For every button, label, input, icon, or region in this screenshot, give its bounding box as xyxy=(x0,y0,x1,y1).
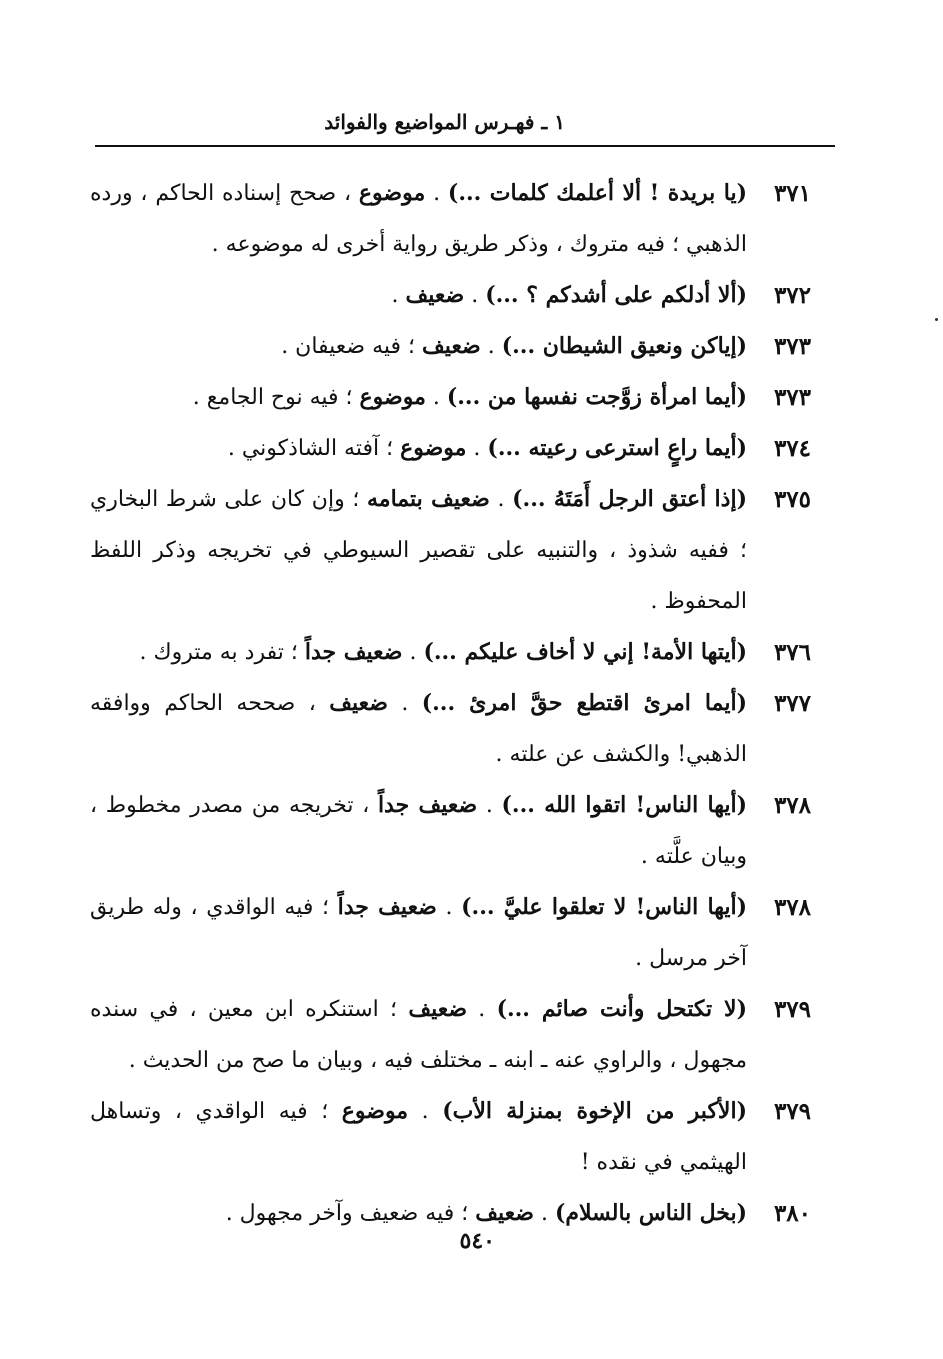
entry-note: ؛ فيه ضعيفان . xyxy=(281,334,416,359)
entry-note: ؛ فيه ضعيف وآخر مجهول . xyxy=(225,1201,469,1226)
hadith-grade: ضعيف xyxy=(329,690,388,716)
hadith-text: (أيما امرأة زوَّجت نفسها من ...) xyxy=(446,384,747,410)
hadith-grade: موضوع xyxy=(341,1098,409,1124)
hadith-grade: موضوع xyxy=(358,180,426,206)
entry-number: ٣٧٣ xyxy=(773,333,811,360)
hadith-grade: ضعيف xyxy=(475,1200,534,1226)
hadith-text: (لا تكتحل وأنت صائم ...) xyxy=(496,996,747,1022)
entry-number: ٣٧٨ xyxy=(773,894,811,921)
index-entry: ٣٧٣ (أيما امرأة زوَّجت نفسها من ...) . موضوع ؛ فيه نوح الجامع . xyxy=(90,372,835,423)
entry-number: ٣٧٤ xyxy=(773,435,811,462)
hadith-grade: ضعيف xyxy=(405,282,465,308)
hadith-text: (ألا أدلكم على أشدكم ؟ ...) xyxy=(485,282,747,308)
entry-number: ٣٧٩ xyxy=(773,1098,811,1125)
entry-number: ٣٧٣ xyxy=(773,384,811,411)
hadith-grade: ضعيف xyxy=(422,333,481,359)
index-entry: ٣٧٧ (أيما امرئ اقتطع حقَّ امرئ ...) . ضعيف ، صححه الحاكم ووافقه الذهبي! والكشف عن علته . xyxy=(90,678,835,780)
hadith-text: (الأكبر من الإخوة بمنزلة الأب) xyxy=(442,1098,747,1124)
entry-note: ؛ فيه الواقدي ، وله طريق آخر مرسل . xyxy=(90,895,747,971)
entry-note: ؛ وإن كان على شرط البخاري ؛ ففيه شذوذ ، والتنبيه على تقصير السيوطي في تخريجه وذكر اللفظ المحفوظ . xyxy=(90,487,747,614)
entry-note: ، صححه الحاكم ووافقه الذهبي! والكشف عن علته . xyxy=(90,691,747,767)
entry-note: . xyxy=(391,283,399,308)
entry-note: ؛ تفرد به متروك . xyxy=(139,640,298,665)
entry-number: ٣٧٦ xyxy=(773,639,811,666)
entry-number: ٣٧١ xyxy=(773,180,811,207)
entry-number: ٣٨٠ xyxy=(773,1200,811,1227)
header-divider xyxy=(95,145,835,147)
hadith-text: (يا بريدة ! ألا أعلمك كلمات ...) xyxy=(447,180,747,206)
hadith-text: (إياكن ونعيق الشيطان ...) xyxy=(501,333,747,359)
index-entry: ٣٧٥ (إذا أعتق الرجل أَمَتَهُ ...) . ضعيف بتمامه ؛ وإن كان على شرط البخاري ؛ ففيه شذوذ ، والتنبيه على تقصير السيوطي في تخريجه وذكر اللفظ المحفوظ . xyxy=(90,474,835,627)
entry-note: ؛ آفته الشاذكوني . xyxy=(227,436,394,461)
entry-number: ٣٧٥ xyxy=(773,486,811,513)
book-page xyxy=(80,100,835,1290)
index-entry: ٣٧١ (يا بريدة ! ألا أعلمك كلمات ...) . موضوع ، صحح إسناده الحاكم ، ورده الذهبي ؛ فيه متروك ، وذكر طريق رواية أخرى له موضوعه . xyxy=(90,168,835,270)
hadith-text: (أيتها الأمة! إني لا أخاف عليكم ...) xyxy=(423,639,747,665)
entry-note: ؛ فيه نوح الجامع . xyxy=(192,385,353,410)
index-entry: ٣٧٣ (إياكن ونعيق الشيطان ...) . ضعيف ؛ فيه ضعيفان . xyxy=(90,321,835,372)
index-entry: ٣٨٠ (بخل الناس بالسلام) . ضعيف ؛ فيه ضعيف وآخر مجهول . xyxy=(90,1188,835,1239)
entry-number: ٣٧٩ xyxy=(773,996,811,1023)
index-entry: ٣٧٨ (أيها الناس! اتقوا الله ...) . ضعيف جداً ، تخريجه من مصدر مخطوط ، وبيان علَّته . xyxy=(90,780,835,882)
entry-number: ٣٧٢ xyxy=(773,282,811,309)
index-entry: ٣٧٢ (ألا أدلكم على أشدكم ؟ ...) . ضعيف . xyxy=(90,270,835,321)
entry-note: ، صحح إسناده الحاكم ، ورده الذهبي ؛ فيه متروك ، وذكر طريق رواية أخرى له موضوعه . xyxy=(90,181,747,257)
index-entries xyxy=(90,168,835,1239)
hadith-grade: ضعيف جداً xyxy=(337,894,437,920)
hadith-grade: موضوع xyxy=(400,435,467,461)
hadith-grade: موضوع xyxy=(359,384,426,410)
index-entry: ٣٧٩ (الأكبر من الإخوة بمنزلة الأب) . موضوع ؛ فيه الواقدي ، وتساهل الهيثمي في نقده ! xyxy=(90,1086,835,1188)
scan-speck xyxy=(935,318,938,321)
hadith-text: (أيها الناس! لا تعلقوا عليَّ ...) xyxy=(461,894,748,920)
hadith-grade: ضعيف جداً xyxy=(304,639,403,665)
hadith-text: (أيما راعٍ استرعى رعيته ...) xyxy=(487,435,747,461)
hadith-text: (أيما امرئ اقتطع حقَّ امرئ ...) xyxy=(421,690,747,716)
entry-note: ، تخريجه من مصدر مخطوط ، وبيان علَّته . xyxy=(90,793,747,869)
index-entry: ٣٧٦ (أيتها الأمة! إني لا أخاف عليكم ...) . ضعيف جداً ؛ تفرد به متروك . xyxy=(90,627,835,678)
index-entry: ٣٧٤ (أيما راعٍ استرعى رعيته ...) . موضوع ؛ آفته الشاذكوني . xyxy=(90,423,835,474)
page-number: ٥٤٠ xyxy=(459,1228,495,1254)
entry-number: ٣٧٨ xyxy=(773,792,811,819)
page-header-title: ١ ـ فهـرس المواضيع والفوائد xyxy=(324,110,565,134)
hadith-grade: ضعيف جداً xyxy=(377,792,478,818)
index-entry: ٣٧٩ (لا تكتحل وأنت صائم ...) . ضعيف ؛ استنكره ابن معين ، في سنده مجهول ، والراوي عنه ـ ابنه ـ مختلف فيه ، وبيان ما صح من الحديث . xyxy=(90,984,835,1086)
index-entry: ٣٧٨ (أيها الناس! لا تعلقوا عليَّ ...) . ضعيف جداً ؛ فيه الواقدي ، وله طريق آخر مرسل . xyxy=(90,882,835,984)
hadith-text: (إذا أعتق الرجل أَمَتَهُ ...) xyxy=(512,486,747,512)
entry-note: ؛ فيه الواقدي ، وتساهل الهيثمي في نقده ! xyxy=(90,1099,747,1175)
entry-number: ٣٧٧ xyxy=(773,690,811,717)
entry-note: ؛ استنكره ابن معين ، في سنده مجهول ، والراوي عنه ـ ابنه ـ مختلف فيه ، وبيان ما صح من الحديث . xyxy=(90,997,747,1073)
hadith-text: (أيها الناس! اتقوا الله ...) xyxy=(501,792,748,818)
hadith-text: (بخل الناس بالسلام) xyxy=(554,1200,747,1226)
hadith-grade: ضعيف xyxy=(408,996,468,1022)
hadith-grade: ضعيف بتمامه xyxy=(367,486,490,512)
